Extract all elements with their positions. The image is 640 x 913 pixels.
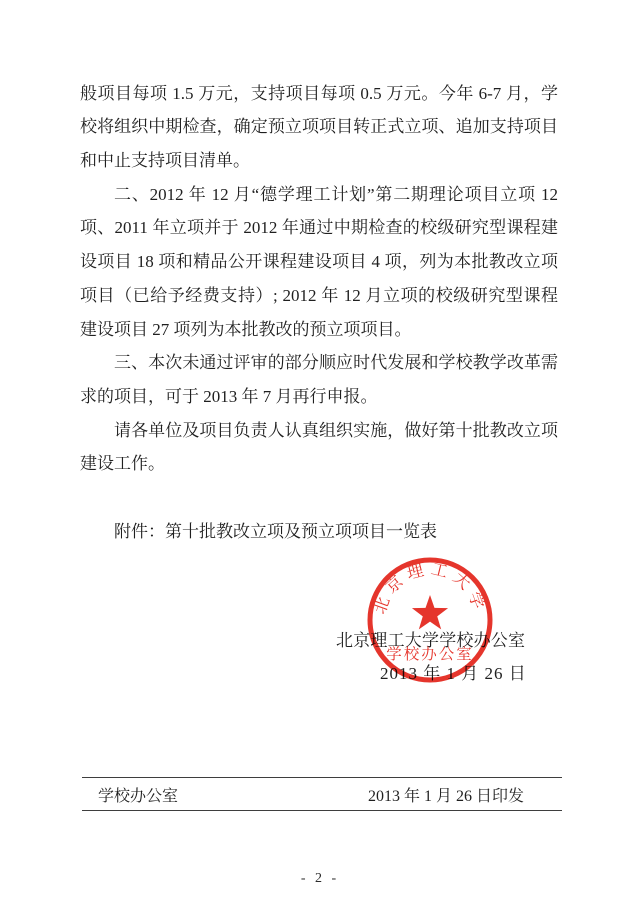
body-line: 设项目 18 项和精品公开课程建设项目 4 项，列为本批教改立项 xyxy=(80,252,558,272)
body-line: 建设工作。 xyxy=(80,454,165,474)
star-icon xyxy=(412,595,448,629)
signature-date: 2013 年 1 月 26 日 xyxy=(380,664,527,683)
seal-bottom-text: 学校办公室 xyxy=(386,646,474,663)
body-line: 求的项目，可于 2013 年 7 月再行申报。 xyxy=(80,386,378,406)
footer-print-date: 2013 年 1 月 26 日印发 xyxy=(367,787,524,805)
seal-arc-text: 北京理工大学 xyxy=(369,559,491,617)
footer-issuing-office: 学校办公室 xyxy=(98,787,179,805)
body-line: 项、2011 年立项并于 2012 年通过中期检查的校级研究型课程建 xyxy=(80,218,558,238)
document-body xyxy=(80,77,558,549)
svg-text:北京理工大学 xyxy=(370,559,490,616)
body-line: 建设项目 27 项列为本批教改的预立项项目。 xyxy=(80,319,412,339)
body-line: 三、本次未通过评审的部分顺应时代发展和学校教学改革需 xyxy=(114,353,558,373)
body-line: 项目（已给予经费支持）; 2012 年 12 月立项的校级研究型课程 xyxy=(80,285,558,305)
body-line: 校将组织中期检查，确定预立项项目转正式立项、追加支持项目 xyxy=(80,117,558,137)
body-line: 般项目每项 1.5 万元，支持项目每项 0.5 万元。今年 6-7 月，学 xyxy=(80,83,558,103)
attachment-line: 附件：第十批教改立项及预立项项目一览表 xyxy=(114,521,437,541)
body-line: 和中止支持项目清单。 xyxy=(80,151,250,170)
signature-organization: 北京理工大学学校办公室 xyxy=(336,631,526,650)
body-line: 二、2012 年 12 月“德学理工计划”第二期理论项目立项 12 xyxy=(114,184,558,204)
body-line: 请各单位及项目负责人认真组织实施，做好第十批教改立项 xyxy=(114,420,558,440)
blank-line xyxy=(80,481,558,515)
footer-bar xyxy=(82,777,562,811)
page-number: - 2 - xyxy=(300,871,340,886)
